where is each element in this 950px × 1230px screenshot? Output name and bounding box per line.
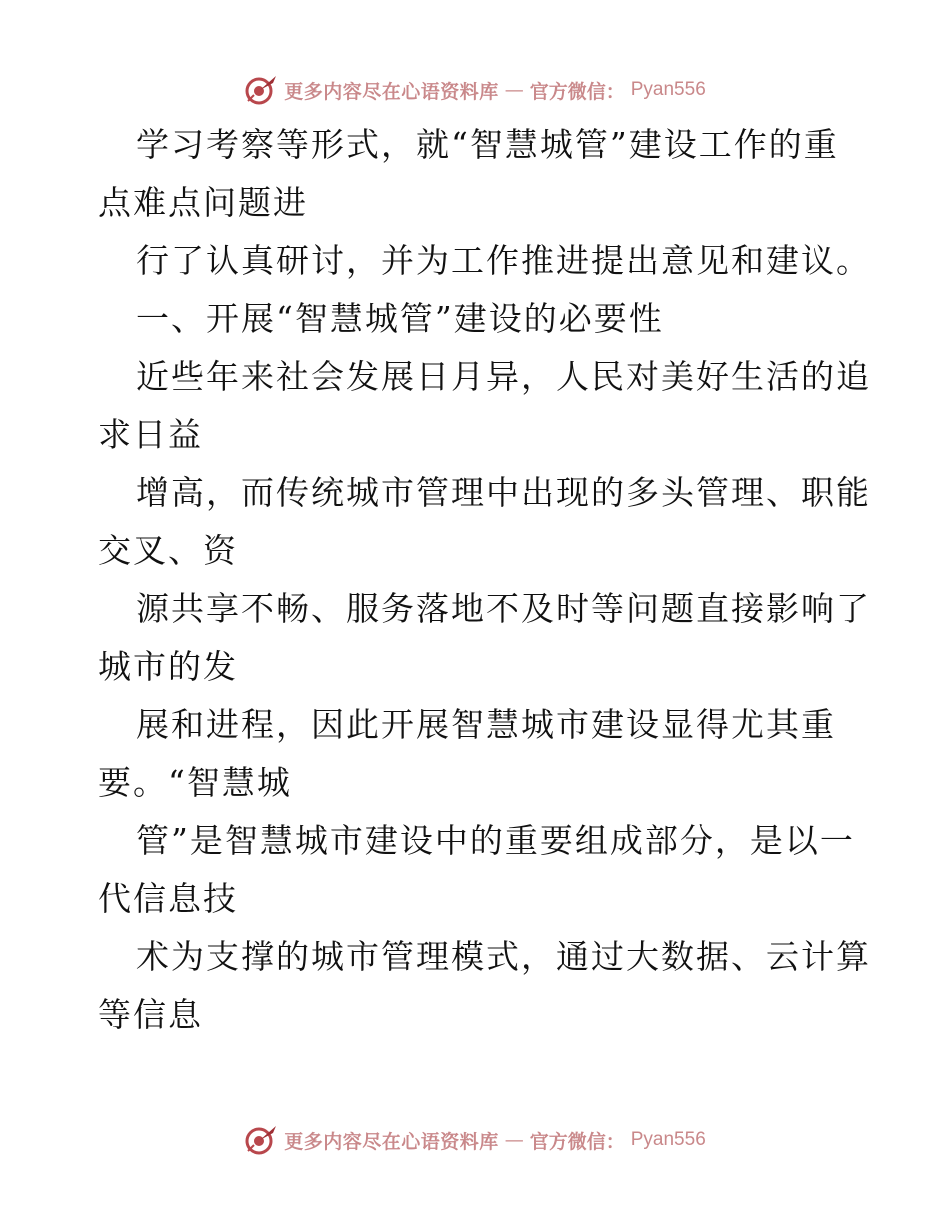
- footer-separator: —: [504, 1129, 524, 1151]
- body-line: 一、开展“智慧城管”建设的必要性: [136, 299, 664, 338]
- body-line: 代信息技: [98, 879, 238, 918]
- body-line: 行了认真研讨，并为工作推进提出意见和建议。: [136, 241, 871, 280]
- footer-wechat-label: 官方微信：: [529, 1130, 625, 1153]
- header-wechat-label: 官方微信：: [529, 80, 625, 103]
- body-line: 增高，而传统城市管理中出现的多头管理、职能: [136, 473, 871, 512]
- body-line: 求日益: [98, 415, 203, 454]
- document-body: [98, 116, 871, 1044]
- body-line: 交叉、资: [98, 531, 238, 570]
- body-line: 城市的发: [98, 647, 238, 686]
- footer-brand-text: 更多内容尽在心语资料库: [284, 1130, 499, 1153]
- header-separator: —: [504, 79, 524, 101]
- body-line: 术为支撑的城市管理模式，通过大数据、云计算: [136, 937, 871, 976]
- body-line: 点难点问题进: [98, 183, 308, 222]
- body-line: 等信息: [98, 995, 203, 1034]
- quill-seal-icon: [244, 73, 278, 107]
- body-line: 源共享不畅、服务落地不及时等问题直接影响了: [136, 589, 871, 628]
- body-line: 要。“智慧城: [98, 763, 292, 802]
- footer-banner: [0, 1120, 950, 1160]
- footer-wechat-id: Pyan556: [630, 1129, 706, 1150]
- quill-seal-icon: [244, 1123, 278, 1157]
- body-line: 学习考察等形式，就“智慧城管”建设工作的重: [136, 125, 839, 164]
- body-line: 管”是智慧城市建设中的重要组成部分，是以一: [136, 821, 855, 860]
- body-line: 近些年来社会发展日月异，人民对美好生活的追: [136, 357, 871, 396]
- header-brand-text: 更多内容尽在心语资料库: [284, 80, 499, 103]
- header-wechat-id: Pyan556: [630, 79, 706, 100]
- body-line: 展和进程，因此开展智慧城市建设显得尤其重: [136, 705, 836, 744]
- header-banner: [0, 70, 950, 110]
